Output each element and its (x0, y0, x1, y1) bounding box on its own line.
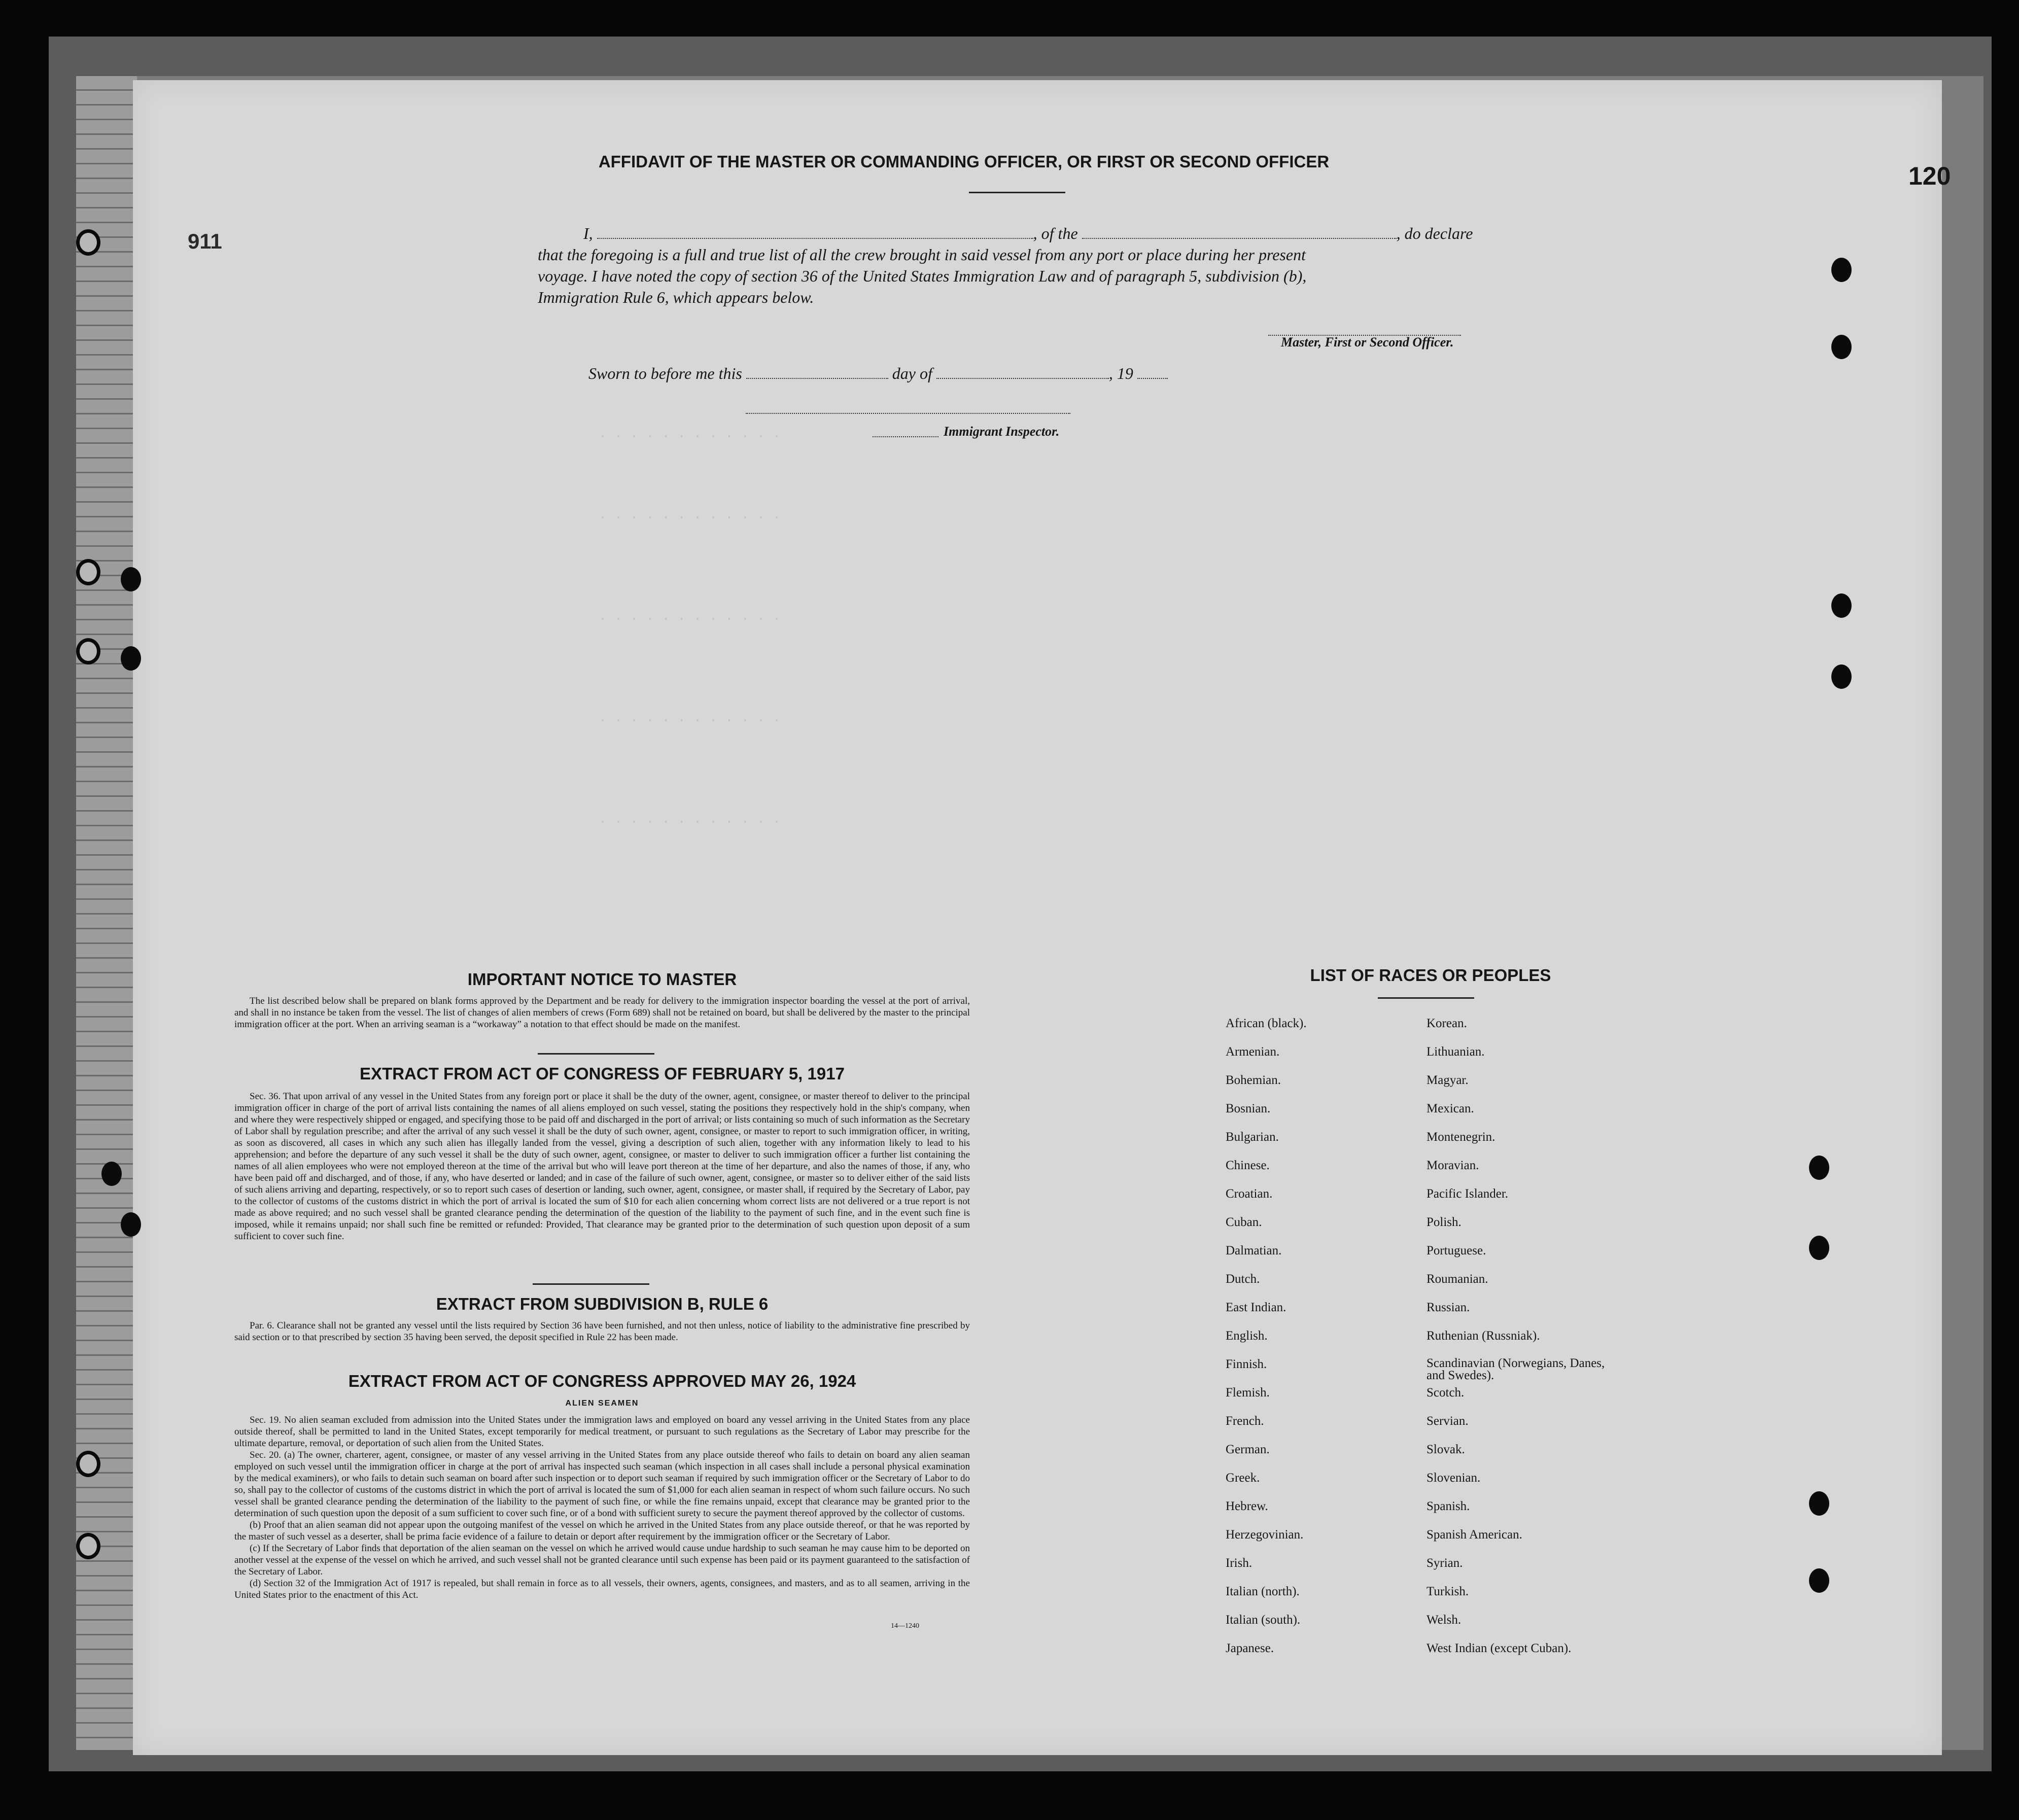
extract-1917-text (234, 1091, 970, 1242)
binder-ring-1 (76, 229, 100, 256)
bleed-through-text: . . . . . . . . . . . . (599, 507, 781, 522)
punch-hole-right-7 (1809, 1491, 1829, 1516)
race-item: Roumanian. (1426, 1272, 1488, 1286)
affidavit-line-4: Immigration Rule 6, which appears below. (538, 288, 814, 306)
race-item: Japanese. (1226, 1641, 1274, 1655)
extract-rule6-title: EXTRACT FROM SUBDIVISION B, RULE 6 (436, 1294, 769, 1313)
race-item: Spanish American. (1426, 1528, 1522, 1542)
section-rule (538, 1053, 654, 1055)
notice-title: IMPORTANT NOTICE TO MASTER (467, 970, 737, 989)
form-code: 14—1240 (891, 1622, 919, 1630)
extract-1924-paragraph: Sec. 19. No alien seaman excluded from admission into the United States under the immigration laws and employed on board any vessel arriving in the United States from any place outside thereof, shall be permitted to land in the United States, except temporarily for medical treatment, or pursuant to such regulations as the Secretary of Labor may prescribe for the ultimate departure, removal, or deportation of such alien from the United States. (234, 1415, 970, 1449)
race-item: Dutch. (1226, 1272, 1260, 1286)
extract-1924-paragraph: (c) If the Secretary of Labor finds that deportation of the alien seaman on the vessel on which he arrived would cause undue hardship to such seaman he may cause him to be deported on another vessel at the expense of the vessel on which he arrived, and such vessel shall not be granted clearance until such expense has been paid or its payment guaranteed to the satisfaction of the Secretary of Labor. (234, 1543, 970, 1577)
race-item: Mexican. (1426, 1102, 1474, 1115)
signer-label: Master, First or Second Officer. (1281, 335, 1454, 349)
punch-hole-left-4 (121, 1212, 141, 1237)
extract-1924-paragraph: (d) Section 32 of the Immigration Act of 1917 is repealed, but shall remain in force as to all vessels, their owners, agents, consignees, and masters, and as to all seamen, arriving in the United States prior to the enactment of this Act. (234, 1578, 970, 1600)
race-item: Bulgarian. (1226, 1130, 1279, 1144)
binder-ring-3 (76, 638, 100, 664)
punch-hole-left-1 (121, 567, 141, 591)
affidavit-title: AFFIDAVIT OF THE MASTER OR COMMANDING OFFICER, OR FIRST OR SECOND OFFICER (598, 152, 1330, 171)
affidavit-line-3: voyage. I have noted the copy of section 36 of the United States Immigration Law and of paragraph 5, subdivision (b), (538, 267, 1307, 285)
race-item: Scandinavian (Norwegians, Danes, and Swedes). (1426, 1356, 1605, 1382)
extract-1924-paragraph: Sec. 20. (a) The owner, charterer, agent, consignee, or master of any vessel arriving in the United States from any place outside thereof who fails to detain on board any alien seaman employed on such vessel until the immigration officer in charge at the port of arrival has inspected such seaman (which inspection in all cases shall include a personal physical examination by the medical examiners), or who fails to detain such seaman on board after such inspection or to deport such seaman if required by such immigration officer or the Secretary of Labor to do so, shall pay to the collector of customs of the customs district in which the port of arrival is located the sum of $1,000 for each alien seaman in respect of whom such failure occurs. No such vessel shall be granted clearance pending the determination of the liability to the payment of such fine, or while the fine remains unpaid, except that clearance may be granted prior to the determination of such question upon the deposit of a sum sufficient to cover such fine, or of a bond with sufficient surety to secure the payment thereof approved by the collector of customs. (234, 1450, 970, 1519)
race-item: German. (1226, 1443, 1270, 1456)
notice-paragraph: The list described below shall be prepared on blank forms approved by the Department and be ready for delivery to the immigration inspector boarding the vessel at the port of arrival, and shall in no instance be taken from the vessel. The list of changes of alien members of crews (Form 689) shall not be retained on board, but shall be delivered by the master to the principal immigration officer at the port. When an arriving seaman is a “workaway” a notation to that effect should be made on the manifest. (234, 996, 970, 1030)
race-item: Chinese. (1226, 1159, 1270, 1172)
extract-rule6-text (234, 1320, 970, 1343)
race-item: English. (1226, 1329, 1268, 1343)
race-item: Welsh. (1426, 1613, 1461, 1627)
race-item: Portuguese. (1426, 1244, 1486, 1257)
binder-ring-2 (76, 559, 100, 585)
sworn-day-of: day of (892, 364, 932, 382)
race-item: Lithuanian. (1426, 1045, 1485, 1059)
punch-hole-left-3 (101, 1162, 122, 1186)
extract-1924-title: EXTRACT FROM ACT OF CONGRESS APPROVED MAY 26, 1924 (348, 1372, 856, 1390)
page-number: 120 (1908, 162, 1951, 190)
punch-hole-right-1 (1831, 258, 1852, 282)
race-item: African (black). (1226, 1017, 1307, 1030)
affidavit-declare: , do declare (1396, 224, 1473, 242)
sworn-prefix: Sworn to before me this (588, 364, 742, 382)
master-name-field[interactable] (597, 226, 1033, 239)
binder-ring-4 (76, 1451, 100, 1477)
race-item: Irish. (1226, 1556, 1252, 1570)
race-item: Flemish. (1226, 1386, 1270, 1399)
race-item: Servian. (1426, 1414, 1469, 1428)
bleed-through-text: . . . . . . . . . . . . (599, 710, 781, 725)
race-item: East Indian. (1226, 1301, 1286, 1314)
extract-1917-paragraph: Sec. 36. That upon arrival of any vessel in the United States from any foreign port or place it shall be the duty of the owner, agent, consignee, or master thereof to deliver to the principal immigration officer in charge of the port of arrival lists containing the names of all aliens employed on such vessel, stating the positions they respectively hold in the ship's company, when and where they were respectively shipped or engaged, and specifying those to be paid off and discharged in the port of arrival; or lists containing so much of such information as the Secretary of Labor shall by regulation prescribe; and after the arrival of any such vessel it shall be the duty of such owner, agent, consignee, or master to report to such immigration officer, in writing, as soon as discovered, all cases in which any such alien has illegally landed from the vessel, giving a description of such alien, together with any information likely to lead to his apprehension; and before the departure of any such vessel it shall be the duty of such owner, agent, consignee, or master to deliver to such immigration officer a further list containing the names of all alien employees who were not employed thereon at the time of the arrival but who will leave port thereon at the time of her departure, and also the names of those, if any, who have been paid off and discharged, and of those, if any, who have deserted or landed; and in case of the failure of such owner, agent, consignee, or master so to deliver either of the said lists of such aliens arriving and departing, respectively, or so to report such cases of desertion or landing, such owner, agent, consignee, or master shall, if required by the Secretary of Labor, pay to the collector of customs of the customs district in which the port of arrival is located the sum of $10 for each alien concerning whom correct lists are not delivered or a true report is not made as above required; and no such vessel shall be granted clearance pending the determination of the question of the liability to the payment of such fine, and in the event such fine is imposed, while it remains unpaid; nor shall such fine be remitted or refunded: Provided, That clearance may be granted prior to the determination of such question upon deposit of a sum sufficient to cover such fine. (234, 1091, 970, 1242)
extract-1917-title: EXTRACT FROM ACT OF CONGRESS OF FEBRUARY 5, 1917 (360, 1064, 845, 1083)
affidavit-i: I, (583, 224, 593, 242)
sworn-month-field[interactable] (936, 366, 1109, 379)
race-item: Pacific Islander. (1426, 1187, 1509, 1201)
affidavit-line-2: that the foregoing is a full and true list of all the crew brought in said vessel from any port or place during her present (538, 246, 1306, 264)
race-item: Croatian. (1226, 1187, 1273, 1201)
sworn-line (588, 363, 1168, 383)
race-item: Hebrew. (1226, 1499, 1268, 1513)
race-item: Russian. (1426, 1301, 1470, 1314)
punch-hole-right-3 (1831, 593, 1852, 618)
race-item: Korean. (1426, 1017, 1467, 1030)
race-item: Italian (south). (1226, 1613, 1301, 1627)
affidavit-of-the: , of the (1033, 224, 1078, 242)
lined-paper-strip (76, 76, 137, 1750)
race-item: West Indian (except Cuban). (1426, 1641, 1572, 1655)
sworn-year-field[interactable] (1137, 366, 1168, 379)
extract-1924-subtitle: ALIEN SEAMEN (565, 1399, 639, 1408)
races-title-rule (1378, 997, 1474, 999)
race-item: Magyar. (1426, 1073, 1469, 1087)
race-item: Finnish. (1226, 1357, 1267, 1371)
inspector-signature-field[interactable] (746, 401, 1070, 414)
race-item: Cuban. (1226, 1215, 1262, 1229)
bleed-through-text: . . . . . . . . . . . . (599, 812, 781, 827)
extract-rule6-paragraph: Par. 6. Clearance shall not be granted any vessel until the lists required by Section 36 have been furnished, and not then unless, notice of liability to the administrative fine prescribed by said section or to that prescribed by section 35 having been served, the deposit specified in Rule 22 has been made. (234, 1320, 970, 1343)
race-item: Scotch. (1426, 1386, 1465, 1399)
extract-1924-paragraph: (b) Proof that an alien seaman did not appear upon the outgoing manifest of the vessel on which he arrived in the United States from any place outside thereof, or that he was reported by the master of such vessel as a deserter, shall be prima facie evidence of a failure to detain or deport after requirement by the immigration officer or the Secretary of Labor. (234, 1520, 970, 1542)
punch-hole-right-4 (1831, 664, 1852, 689)
race-item: Moravian. (1426, 1159, 1479, 1172)
affidavit-line-1 (583, 223, 1473, 243)
vessel-name-field[interactable] (1082, 226, 1397, 239)
race-item: Syrian. (1426, 1556, 1463, 1570)
race-item: Montenegrin. (1426, 1130, 1495, 1144)
punch-hole-right-5 (1809, 1156, 1829, 1180)
race-item: Spanish. (1426, 1499, 1470, 1513)
race-item: Bosnian. (1226, 1102, 1271, 1115)
race-item: Turkish. (1426, 1585, 1469, 1598)
bleed-through-text: . . . . . . . . . . . . (599, 426, 781, 441)
sworn-day-field[interactable] (746, 366, 888, 379)
sworn-year: , 19 (1108, 364, 1133, 382)
title-rule (969, 192, 1065, 193)
notice-text (234, 995, 970, 1030)
handwritten-mark: 911 (188, 229, 222, 253)
race-item: Italian (north). (1226, 1585, 1300, 1598)
extract-1924-text (234, 1414, 970, 1601)
race-item: Armenian. (1226, 1045, 1280, 1059)
punch-hole-left-2 (121, 646, 141, 671)
races-title: LIST OF RACES OR PEOPLES (1310, 966, 1551, 985)
race-item: Slovak. (1426, 1443, 1465, 1456)
punch-hole-right-2 (1831, 335, 1852, 359)
race-item: Polish. (1426, 1215, 1461, 1229)
race-item: Slovenian. (1426, 1471, 1481, 1485)
section-rule (533, 1283, 649, 1285)
punch-hole-right-8 (1809, 1568, 1829, 1593)
race-item: Ruthenian (Russniak). (1426, 1329, 1540, 1343)
inspector-signature-dots (873, 424, 938, 437)
binder-ring-5 (76, 1533, 100, 1559)
bleed-through-text: . . . . . . . . . . . . (599, 609, 781, 624)
inspector-label: Immigrant Inspector. (944, 424, 1060, 439)
punch-hole-right-6 (1809, 1236, 1829, 1260)
race-item: French. (1226, 1414, 1264, 1428)
race-item: Herzegovinian. (1226, 1528, 1304, 1542)
race-item: Dalmatian. (1226, 1244, 1282, 1257)
race-item: Greek. (1226, 1471, 1260, 1485)
signer-signature-field[interactable] (1268, 323, 1461, 336)
race-item: Bohemian. (1226, 1073, 1281, 1087)
